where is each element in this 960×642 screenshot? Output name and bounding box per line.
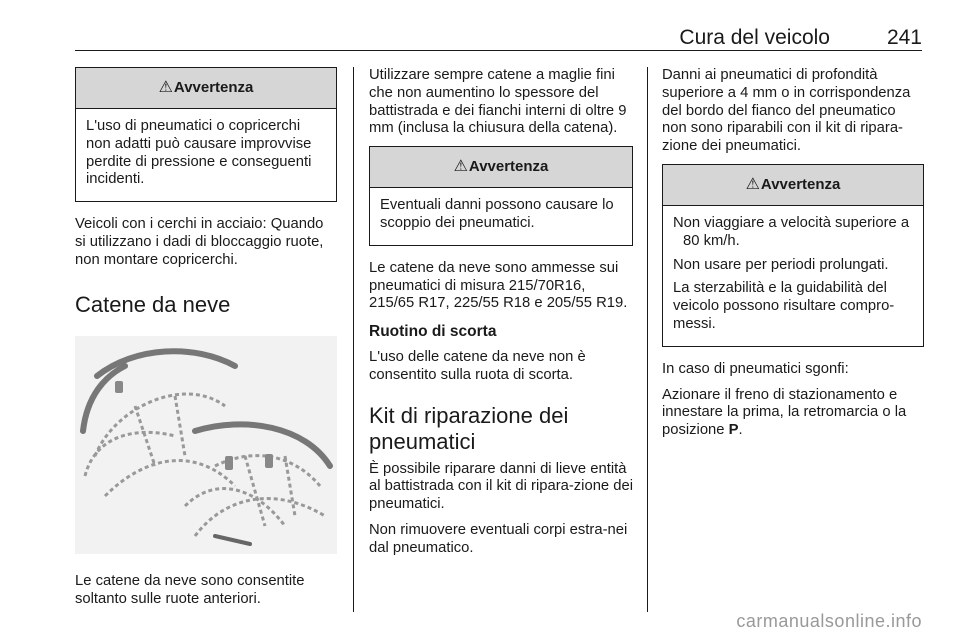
paragraph: Utilizzare sempre catene a maglie fini che non aumentino lo spessore del battistrada e dei fianchi interni di oltre 9 mm (inclusa la chiusura della catena). [369, 67, 627, 137]
paragraph: L'uso delle catene da neve non è consentito sulla ruota di scorta. [369, 348, 586, 383]
warning-header [76, 68, 336, 109]
paragraph: Le catene da neve sono consentite soltanto sulle ruote anteriori. [75, 573, 305, 608]
warning-title: Avvertenza [468, 158, 549, 176]
paragraph: Danni ai pneumatici di profondità superiore a 4 mm o in corrispondenza del bordo del fianco del pneumatico non sono riparabili con il kit di ripara-zione dei pneumatici. [662, 67, 911, 155]
warning-item: La sterzabilità e la guidabilità del veicolo possono risultare compro-messi. [673, 280, 895, 332]
warning-triangle-icon: ⚠ [453, 158, 468, 176]
warning-item: Non usare per periodi prolungati. [673, 256, 889, 273]
warning-body [370, 188, 632, 245]
warning-box [75, 67, 337, 202]
heading-line: Kit di riparazione dei [369, 402, 569, 428]
warning-body [663, 206, 923, 346]
paragraph: È possibile riparare danni di lieve entità al battistrada con il kit di ripara-zione dei pneumatici. [369, 460, 634, 513]
paragraph: Non rimuovere eventuali corpi estra-nei dal pneumatico. [369, 521, 628, 556]
warning-title: Avvertenza [760, 176, 841, 194]
paragraph: In caso di pneumatici sgonfi: [662, 360, 849, 377]
header-title: Cura del veicolo [679, 26, 830, 49]
paragraph: Le catene da neve sono ammesse sui pneumatici di misura 215/70R16, 215/65 R17, 225/55 R18 e 205/55 R19. [369, 259, 628, 312]
snow-chains-illustration [75, 336, 337, 554]
warning-triangle-icon: ⚠ [745, 176, 760, 194]
column-divider [647, 67, 648, 612]
section-heading: Catene da neve [75, 291, 231, 317]
gear-position: P [728, 422, 739, 439]
heading-line: pneumatici [369, 428, 476, 454]
warning-text: Eventuali danni possono causare lo scoppio dei pneumatici. [380, 197, 614, 231]
subsection-heading: Ruotino di scorta [369, 323, 497, 341]
paragraph-end: . [738, 422, 743, 439]
warning-box [369, 146, 633, 246]
paragraph: Veicoli con i cerchi in acciaio: Quando si utilizzano i dadi di bloccaggio ruote, non montare copricerchi. [75, 216, 324, 268]
paragraph [662, 387, 924, 440]
warning-header [663, 165, 923, 206]
page-number: 241 [886, 26, 922, 49]
column-divider [353, 67, 354, 612]
page-header [0, 0, 960, 52]
column-3 [662, 67, 924, 448]
section-heading [369, 403, 633, 455]
warning-text: L'uso di pneumatici o copricerchi non adatti può causare improvvise perdite di pressione e conseguenti incidenti. [86, 118, 312, 188]
warning-item: Non viaggiare a velocità superiore a 80 km/h. [673, 214, 910, 249]
warning-triangle-icon: ⚠ [158, 79, 173, 97]
column-2 [369, 67, 633, 566]
warning-title: Avvertenza [173, 79, 254, 97]
warning-box [662, 164, 924, 347]
watermark: carmanualsonline.info [736, 611, 922, 631]
warning-header [370, 147, 632, 188]
paragraph-text: Azionare il freno di stazionamento e innestare la prima, la retromarcia o la posizione [662, 386, 907, 439]
warning-body [76, 109, 336, 201]
column-1 [75, 67, 337, 617]
header-rule [75, 50, 922, 51]
